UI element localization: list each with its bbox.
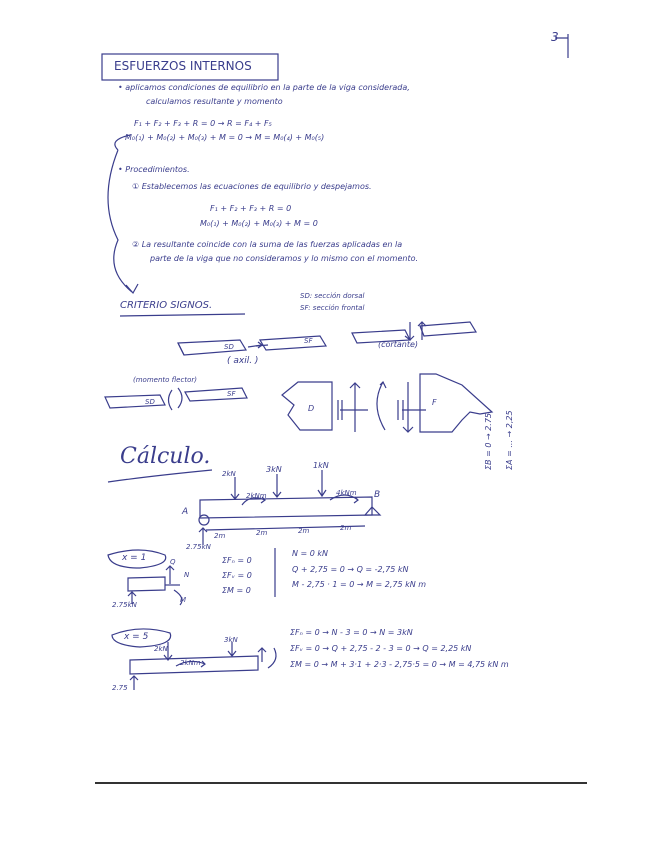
procedure-step-2-line-1: ② La resultante coincide con la suma de las fuerzas aplicadas en la <box>132 240 403 249</box>
case1-q: Q <box>170 558 176 566</box>
case1-m: M <box>180 596 187 604</box>
case2-reaction: 2.75 <box>112 684 128 692</box>
tag-sf-axial: SF <box>304 337 313 345</box>
load-1: 2kN <box>222 470 236 478</box>
tag-sf-bending: SF <box>227 390 236 398</box>
tag-f: F <box>432 398 437 407</box>
side-note-line-1: ΣB = 0 → 2.75 <box>484 412 493 470</box>
tag-sd-bending: SD <box>145 398 155 406</box>
calculo-heading: Cálculo. <box>120 444 211 469</box>
procedure-step-1-eq-2: M₀(₁) + M₀(₂) + M₀(₃) + M = 0 <box>200 219 318 228</box>
intro-line-1: • aplicamos condiciones de equilibrio en la parte de la viga considerada, <box>118 83 410 92</box>
case1-eq-1: ΣFₙ = 0 <box>222 556 252 565</box>
point-b: B <box>374 490 381 500</box>
case1-result-1: N = 0 kN <box>292 549 329 558</box>
intro-equation-2: M₀(₁) + M₀(₂) + M₀(₃) + M = 0 → M = M₀(₄) + M₀(₅) <box>125 133 325 142</box>
procedure-step-1-eq-1: F₁ + F₂ + F₃ + R = 0 <box>210 204 292 213</box>
main-beam <box>199 470 380 545</box>
page-bottom-rule <box>95 782 587 784</box>
case2-eq-1: ΣFₙ = 0 → N - 3 = 0 → N = 3kN <box>290 628 413 637</box>
page-number: 3 <box>551 30 559 44</box>
moment-2: 4kNm <box>336 489 357 497</box>
span-4: 2m <box>340 524 352 532</box>
legend-sd: SD: sección dorsal <box>300 292 365 300</box>
intro-equation-1: F₁ + F₂ + F₃ + R = 0 → R = F₄ + F₅ <box>134 119 272 128</box>
span-2: 2m <box>256 529 268 537</box>
load-3: 1kN <box>313 461 329 470</box>
section-sketch <box>282 374 492 432</box>
axial-label: ( axil. ) <box>227 356 259 366</box>
case2-label: x = 5 <box>124 632 149 642</box>
legend-sf: SF: sección frontal <box>300 304 365 312</box>
case2-left-load: 2kN <box>154 645 168 653</box>
shear-label: (cortante) <box>378 340 418 349</box>
span-1: 2m <box>214 532 226 540</box>
case2-load: 3kN <box>224 636 238 644</box>
case1-eq-3: ΣM = 0 <box>222 586 251 595</box>
case1-n: N <box>184 571 190 579</box>
moment-1: 2kNm <box>246 492 267 500</box>
reaction-a: 2.75kN <box>186 543 211 551</box>
side-note-line-2: ΣA = ... → 2,25 <box>505 410 514 470</box>
tag-sd-axial: SD <box>224 343 234 351</box>
procedure-step-2-line-2: parte de la viga que no consideramos y lo mismo con el momento. <box>150 254 419 263</box>
case1-result-3: M - 2,75 · 1 = 0 → M = 2,75 kN m <box>292 580 427 589</box>
bracket-line <box>108 135 132 292</box>
bending-sketch <box>105 388 247 410</box>
case1-label: x = 1 <box>122 553 147 563</box>
case1-reaction: 2.75kN <box>112 601 137 609</box>
intro-line-2: calculamos resultante y momento <box>146 97 283 106</box>
case1-eq-2: ΣFᵥ = 0 <box>222 571 252 580</box>
criterio-heading: CRITERIO SIGNOS. <box>120 300 213 311</box>
procedure-step-1: ① Establecemos las ecuaciones de equilibrio y despejamos. <box>132 182 372 191</box>
bending-label: (momento flector) <box>133 376 197 384</box>
span-3: 2m <box>298 527 310 535</box>
tag-d: D <box>308 404 315 413</box>
load-2: 3kN <box>266 465 282 474</box>
side-note <box>484 410 514 470</box>
page-title: ESFUERZOS INTERNOS <box>114 59 252 73</box>
case2-eq-2: ΣFᵥ = 0 → Q + 2,75 - 2 - 3 = 0 → Q = 2,25 kN <box>290 644 472 653</box>
procedure-heading: • Procedimientos. <box>118 165 190 174</box>
case1-result-2: Q + 2,75 = 0 → Q = -2,75 kN <box>292 565 409 574</box>
point-a: A <box>182 507 189 517</box>
case2-moment: 2kNm <box>180 659 201 667</box>
case2-eq-3: ΣM = 0 → M + 3·1 + 2·3 - 2,75·5 = 0 → M = 4,75 kN m <box>290 660 509 669</box>
